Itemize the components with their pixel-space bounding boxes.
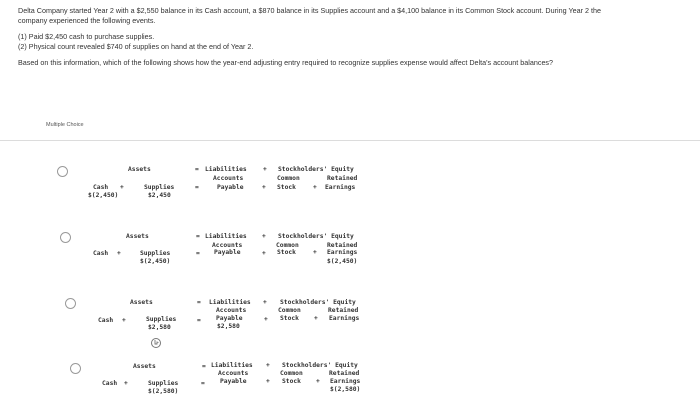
question-text — [18, 6, 688, 68]
equals-sign: = — [196, 233, 200, 240]
cash-label: Cash — [98, 317, 114, 324]
liabilities-header: Liabilities — [205, 166, 247, 173]
liabilities-header: Liabilities — [205, 233, 247, 240]
plus-sign: + — [313, 184, 317, 191]
plus-sign: + — [264, 316, 268, 323]
assets-header: Assets — [133, 363, 156, 370]
accounts-label: Accounts — [218, 370, 249, 377]
earnings-label: Earnings — [327, 249, 358, 256]
supplies-label: Supplies — [140, 250, 171, 257]
accounts-label: Accounts — [213, 175, 244, 182]
common-label: Common — [278, 307, 301, 314]
plus-sign: + — [262, 184, 266, 191]
retained-label: Retained — [327, 175, 358, 182]
payable-label: Payable — [214, 249, 241, 256]
common-label: Common — [276, 242, 299, 249]
cash-value: $(2,450) — [88, 192, 119, 199]
option-a-radio[interactable] — [57, 166, 68, 177]
plus-sign: + — [122, 317, 126, 324]
plus-sign: + — [124, 380, 128, 387]
equals-sign: = — [196, 250, 200, 257]
equals-sign: = — [197, 317, 201, 324]
retained-earnings-value: $(2,450) — [327, 258, 358, 265]
option-d-radio[interactable] — [70, 363, 81, 374]
retained-label: Retained — [329, 370, 360, 377]
stockholders-equity-header: Stockholders' Equity — [278, 233, 354, 240]
plus-sign: + — [266, 362, 270, 369]
hand-cursor-icon — [150, 337, 162, 349]
assets-header: Assets — [128, 166, 151, 173]
accounts-label: Accounts — [212, 242, 243, 249]
option-b-radio[interactable] — [60, 232, 71, 243]
stockholders-equity-header: Stockholders' Equity — [278, 166, 354, 173]
stock-label: Stock — [282, 378, 301, 385]
plus-sign: + — [262, 250, 266, 257]
plus-sign: + — [262, 233, 266, 240]
plus-sign: + — [266, 378, 270, 385]
stock-label: Stock — [277, 249, 296, 256]
cash-label: Cash — [93, 250, 109, 257]
retained-earnings-value: $(2,580) — [330, 386, 361, 393]
equals-sign: = — [197, 299, 201, 306]
retained-label: Retained — [327, 242, 358, 249]
plus-sign: + — [314, 315, 318, 322]
stockholders-equity-header: Stockholders' Equity — [282, 362, 358, 369]
equals-sign: = — [195, 184, 199, 191]
liabilities-header: Liabilities — [209, 299, 251, 306]
supplies-value: $2,580 — [148, 324, 171, 331]
liabilities-header: Liabilities — [211, 362, 253, 369]
retained-label: Retained — [328, 307, 359, 314]
earnings-label: Earnings — [325, 184, 356, 191]
stock-label: Stock — [280, 315, 299, 322]
option-c-radio[interactable] — [65, 298, 76, 309]
divider — [0, 140, 700, 141]
earnings-label: Earnings — [329, 315, 360, 322]
multiple-choice-label: Multiple Choice — [46, 122, 84, 128]
supplies-label: Supplies — [148, 380, 179, 387]
supplies-value: $(2,580) — [148, 388, 179, 395]
supplies-label: Supplies — [146, 316, 177, 323]
stock-label: Stock — [277, 184, 296, 191]
cash-label: Cash — [102, 380, 118, 387]
plus-sign: + — [313, 249, 317, 256]
assets-header: Assets — [126, 233, 149, 240]
assets-header: Assets — [130, 299, 153, 306]
supplies-label: Supplies — [144, 184, 175, 191]
common-label: Common — [280, 370, 303, 377]
question-line-2: company experienced the following events. — [18, 16, 156, 25]
equals-sign: = — [201, 380, 205, 387]
plus-sign: + — [117, 250, 121, 257]
supplies-value: $2,450 — [148, 192, 171, 199]
accounts-label: Accounts — [216, 307, 247, 314]
equals-sign: = — [202, 363, 206, 370]
plus-sign: + — [263, 299, 267, 306]
question-prompt: Based on this information, which of the following shows how the year-end adjusting entry required to recognize supplies expense would affect Delta's account balances? — [18, 58, 554, 67]
accounts-payable-value: $2,580 — [217, 323, 240, 330]
common-label: Common — [277, 175, 300, 182]
earnings-label: Earnings — [330, 378, 361, 385]
plus-sign: + — [120, 184, 124, 191]
stockholders-equity-header: Stockholders' Equity — [280, 299, 356, 306]
payable-label: Payable — [216, 315, 243, 322]
payable-label: Payable — [220, 378, 247, 385]
question-line-1: Delta Company started Year 2 with a $2,550 balance in its Cash account, a $870 balance in its Supplies account and a $4,100 balance in its Common Stock account. During Year 2 the — [18, 6, 601, 15]
equals-sign: = — [195, 166, 199, 173]
payable-label: Payable — [217, 184, 244, 191]
supplies-value: $(2,450) — [140, 258, 171, 265]
event-2: (2) Physical count revealed $740 of supplies on hand at the end of Year 2. — [18, 42, 254, 51]
event-1: (1) Paid $2,450 cash to purchase supplies. — [18, 32, 155, 41]
plus-sign: + — [316, 378, 320, 385]
plus-sign: + — [263, 166, 267, 173]
cash-label: Cash — [93, 184, 109, 191]
